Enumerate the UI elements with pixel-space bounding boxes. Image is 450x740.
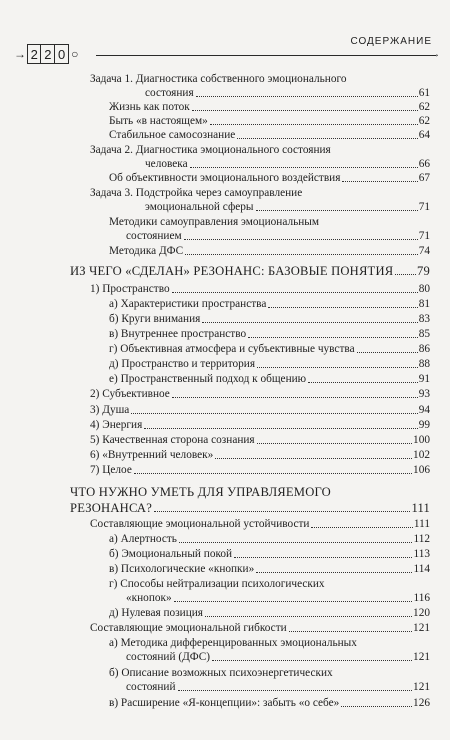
toc-entry: Составляющие эмоциональной устойчивости 111 (90, 518, 430, 530)
toc-entry: 7) Целое 106 (90, 464, 430, 476)
page-header (0, 0, 450, 78)
page-number-digit: 2 (27, 44, 42, 64)
toc-entry: д) Нулевая позиция 120 (109, 607, 430, 619)
toc-entry: Методики самоуправления эмоциональным (109, 216, 320, 228)
page-number (14, 44, 78, 64)
toc-entry: состояний 121 (126, 681, 430, 693)
toc-entry: человека 66 (145, 158, 430, 170)
toc-entry: г) Способы нейтрализации психологических (109, 578, 325, 590)
toc-entry: в) Психологические «кнопки» 114 (109, 563, 430, 575)
toc-entry: г) Объективная атмосфера и субъективные чувства 86 (109, 343, 430, 355)
toc-entry: Стабильное самосознание 64 (109, 129, 430, 141)
toc-entry: 3) Душа 94 (90, 404, 430, 416)
toc-entry: 5) Качественная сторона сознания 100 (90, 434, 430, 446)
toc-chapter: ЧТО НУЖНО УМЕТЬ ДЛЯ УПРАВЛЯЕМОГО (70, 485, 331, 499)
toc-entry: Быть «в настоящем» 62 (109, 115, 430, 127)
toc-chapter: РЕЗОНАНСА? 111 (70, 501, 430, 515)
toc-entry: а) Алертность 112 (109, 533, 430, 545)
page-number-digit: 2 (40, 44, 55, 64)
arrow-right-icon: → (430, 49, 440, 60)
running-title: СОДЕРЖАНИЕ (350, 36, 432, 47)
toc-entry: 1) Пространство 80 (90, 283, 430, 295)
toc-entry: Задача 3. Подстройка через самоуправление (90, 187, 303, 199)
circle-icon: ○ (71, 47, 79, 61)
toc-entry: Методика ДФС 74 (109, 245, 430, 257)
toc-entry: б) Круги внимания 83 (109, 313, 430, 325)
toc-entry: б) Эмоциональный покой 113 (109, 548, 430, 560)
toc-entry: д) Пространство и территория 88 (109, 358, 430, 370)
toc-entry: «кнопок» 116 (126, 592, 430, 604)
toc-entry: состояния 61 (145, 87, 430, 99)
toc-entry: Об объективности эмоционального воздействия 67 (109, 172, 430, 184)
toc-entry: Составляющие эмоциональной гибкости 121 (90, 622, 430, 634)
toc-entry: б) Описание возможных психоэнергетических (109, 667, 333, 679)
toc-entry: в) Внутреннее пространство 85 (109, 328, 430, 340)
toc-entry: Жизнь как поток 62 (109, 101, 430, 113)
toc-entry: е) Пространственный подход к общению 91 (109, 373, 430, 385)
arrow-right-icon: → (14, 47, 26, 61)
toc-entry: Задача 2. Диагностика эмоционального состояния (90, 144, 331, 156)
toc-entry: состоянием 71 (126, 230, 430, 242)
toc-entry: Задача 1. Диагностика собственного эмоционального (90, 73, 347, 85)
page-number-digit: 0 (54, 44, 69, 64)
toc-entry: эмоциональной сферы 71 (145, 201, 430, 213)
toc-entry: 6) «Внутренний человек» 102 (90, 449, 430, 461)
header-rule (96, 49, 440, 60)
toc-entry: а) Методика дифференцированных эмоциональных (109, 637, 357, 649)
toc-entry: 2) Субъективное 93 (90, 388, 430, 400)
toc-entry: в) Расширение «Я-концепции»: забыть «о себе» 126 (109, 697, 430, 709)
toc-entry: 4) Энергия 99 (90, 419, 430, 431)
toc-chapter: ИЗ ЧЕГО «СДЕЛАН» РЕЗОНАНС: БАЗОВЫЕ ПОНЯТИЯ 79 (70, 264, 430, 278)
toc-entry: а) Характеристики пространства 81 (109, 298, 430, 310)
toc-entry: состояний (ДФС) 121 (126, 651, 430, 663)
